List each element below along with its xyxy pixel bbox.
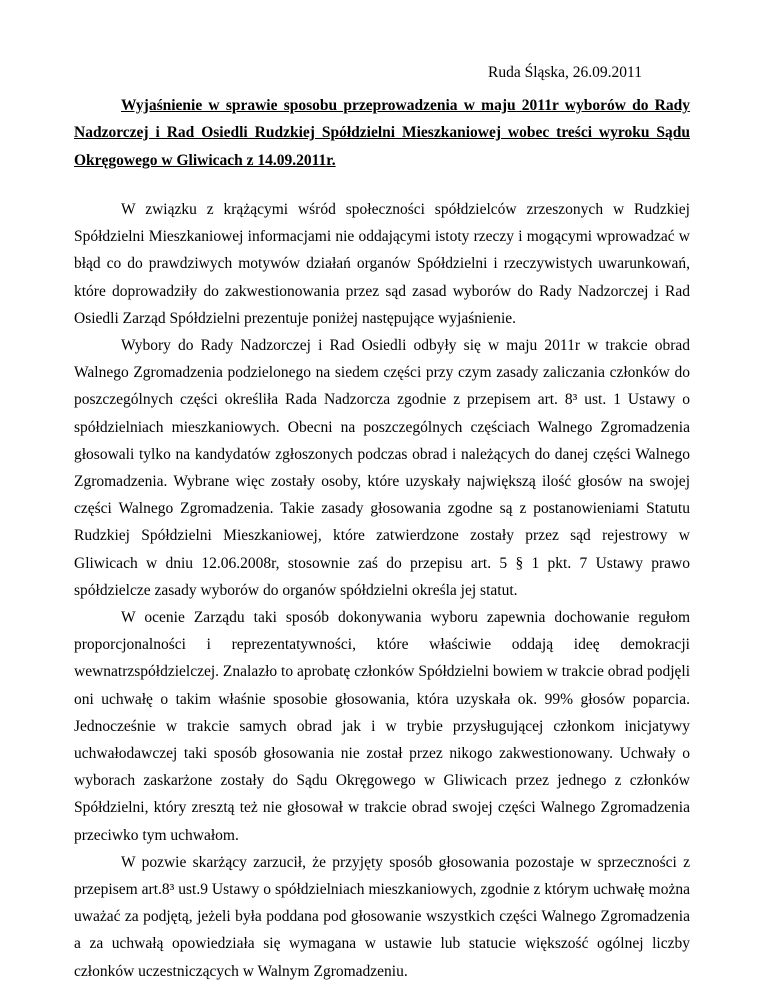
document-body	[74, 196, 690, 985]
paragraph-2: Wybory do Rady Nadzorczej i Rad Osiedli odbyły się w maju 2011r w trakcie obrad Walnego Zgromadzenia podzielonego na siedem części przy czym zasady zaliczania członków do poszczególnych części określiła Rada Nadzorcza zgodnie z przepisem art. 8³ ust. 1 Ustawy o spółdzielniach mieszkaniowych. Obecni na poszczególnych częściach Walnego Zgromadzenia głosowali tylko na kandydatów zgłoszonych podczas obrad i należących do danej części Walnego Zgromadzenia. Wybrane więc zostały osoby, które uzyskały największą ilość głosów na swojej części Walnego Zgromadzenia. Takie zasady głosowania zgodne są z postanowieniami Statutu Rudzkiej Spółdzielni Mieszkaniowej, które zatwierdzone zostały przez sąd rejestrowy w Gliwicach w dniu 12.06.2008r, stosownie zaś do przepisu art. 5 § 1 pkt. 7 Ustawy prawo spółdzielcze zasady wyborów do organów spółdzielni określa jej statut.	[74, 337, 690, 599]
paragraph-3: W ocenie Zarządu taki sposób dokonywania wyboru zapewnia dochowanie regułom proporcjonalności i reprezentatywności, które właściwie oddają ideę demokracji wewnatrzspółdzielczej. Znalazło to aprobatę członków Spółdzielni bowiem w trakcie obrad podjęli oni uchwałę o takim właśnie sposobie głosowania, która uzyskała ok. 99% głosów poparcia. Jednocześnie w trakcie samych obrad jak i w trybie przysługującej członkom inicjatywy uchwałodawczej taki sposób głosowania nie został przez nikogo zakwestionowany. Uchwały o wyborach zaskarżone zostały do Sądu Okręgowego w Gliwicach przez jednego z członków Spółdzielni, który zresztą też nie głosował w trakcie obrad swojej części Walnego Zgromadzenia przeciwko tym uchwałom.	[74, 609, 690, 844]
paragraph-1: W związku z krążącymi wśród społeczności spółdzielców zrzeszonych w Rudzkiej Spółdzielni Mieszkaniowej informacjami nie oddającymi istoty rzeczy i mogącymi wprowadzać w błąd co do prawdziwych motywów działań organów Spółdzielni i rzeczywistych uwarunkowań, które doprowadziły do zakwestionowania przez sąd zasad wyborów do Rady Nadzorczej i Rad Osiedli Zarząd Spółdzielni prezentuje poniżej następujące wyjaśnienie.	[74, 201, 690, 327]
paragraph-4: W pozwie skarżący zarzucił, że przyjęty sposób głosowania pozostaje w sprzeczności z przepisem art.8³ ust.9 Ustawy o spółdzielniach mieszkaniowych, zgodnie z którym uchwałę można uważać za podjętą, jeżeli była poddana pod głosowanie wszystkich części Walnego Zgromadzenia a za uchwałą opowiedziała się wymagana w ustawie lub statucie większość ogólnej liczby członków uczestniczących w Walnym Zgromadzeniu.	[74, 853, 690, 980]
date-line: Ruda Śląska, 26.09.2011	[488, 64, 642, 81]
document-title: Wyjaśnienie w sprawie sposobu przeprowadzenia w maju 2011r wyborów do Rady Nadzorczej i Rad Osiedli Rudzkiej Spółdzielni Mieszkaniowej wobec treści wyroku Sądu Okręgowego w Gliwicach z 14.09.2011r.	[74, 97, 690, 169]
